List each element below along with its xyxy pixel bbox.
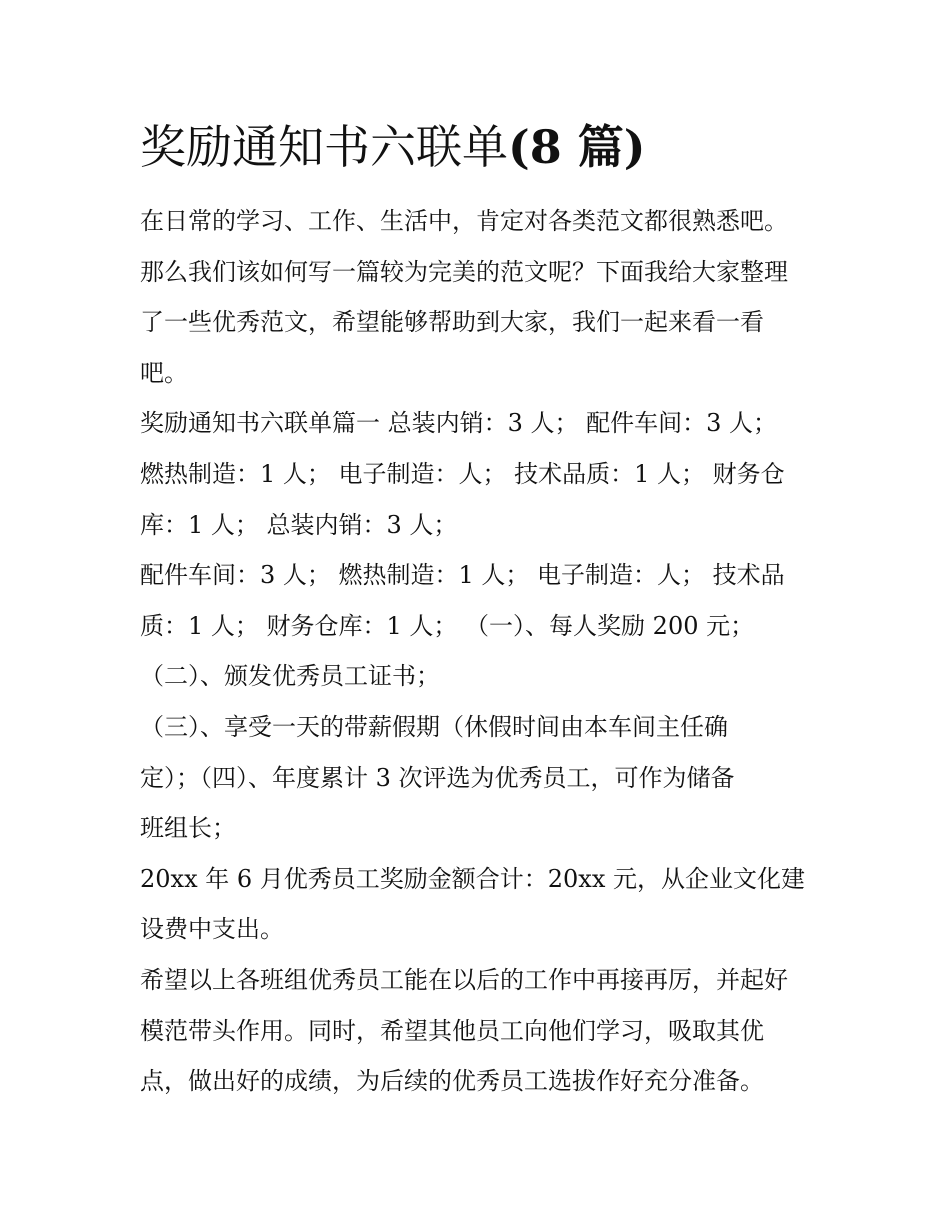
text-line: 燃热制造：1 人； 电子制造：人； 技术品质：1 人； 财务仓 <box>140 459 785 488</box>
text-line: 库：1 人； 总装内销：3 人； <box>140 510 458 539</box>
document-body <box>140 196 820 1107</box>
text-line: 设费中支出。 <box>140 915 284 944</box>
text-line: 吧。 <box>140 358 188 387</box>
text-line: 在日常的学习、工作、生活中，肯定对各类范文都很熟悉吧。 <box>140 207 788 235</box>
page-title <box>140 112 646 182</box>
text-line: 质：1 人； 财务仓库：1 人； （一）、每人奖励 200 元； <box>140 611 755 640</box>
text-line: 那么我们该如何写一篇较为完美的范文呢？下面我给大家整理 <box>140 257 788 286</box>
text-line: 模范带头作用。同时，希望其他员工向他们学习，吸取其优 <box>140 1016 764 1045</box>
text-line: （三）、享受一天的带薪假期（休假时间由本车间主任确 <box>140 712 728 741</box>
text-line: 班组长； <box>140 814 236 843</box>
text-line: （二）、颁发优秀员工证书； <box>140 662 440 691</box>
text-line: 了一些优秀范文，希望能够帮助到大家，我们一起来看一看 <box>140 308 764 337</box>
title-suffix: (8 篇) <box>508 120 646 174</box>
text-line: 配件车间：3 人； 燃热制造：1 人； 电子制造：人； 技术品 <box>140 561 785 590</box>
title-main: 奖励通知书六联单 <box>140 120 508 174</box>
text-line: 点，做出好的成绩，为后续的优秀员工选拔作好充分准备。 <box>140 1067 764 1096</box>
text-line: 定）；（四）、年度累计 3 次评选为优秀员工，可作为储备 <box>140 763 735 792</box>
text-line: 希望以上各班组优秀员工能在以后的工作中再接再厉，并起好 <box>140 965 788 994</box>
text-line: 20xx 年 6 月优秀员工奖励金额合计：20xx 元，从企业文化建 <box>140 864 806 893</box>
text-line: 奖励通知书六联单篇一 总装内销：3 人； 配件车间：3 人； <box>140 409 778 438</box>
